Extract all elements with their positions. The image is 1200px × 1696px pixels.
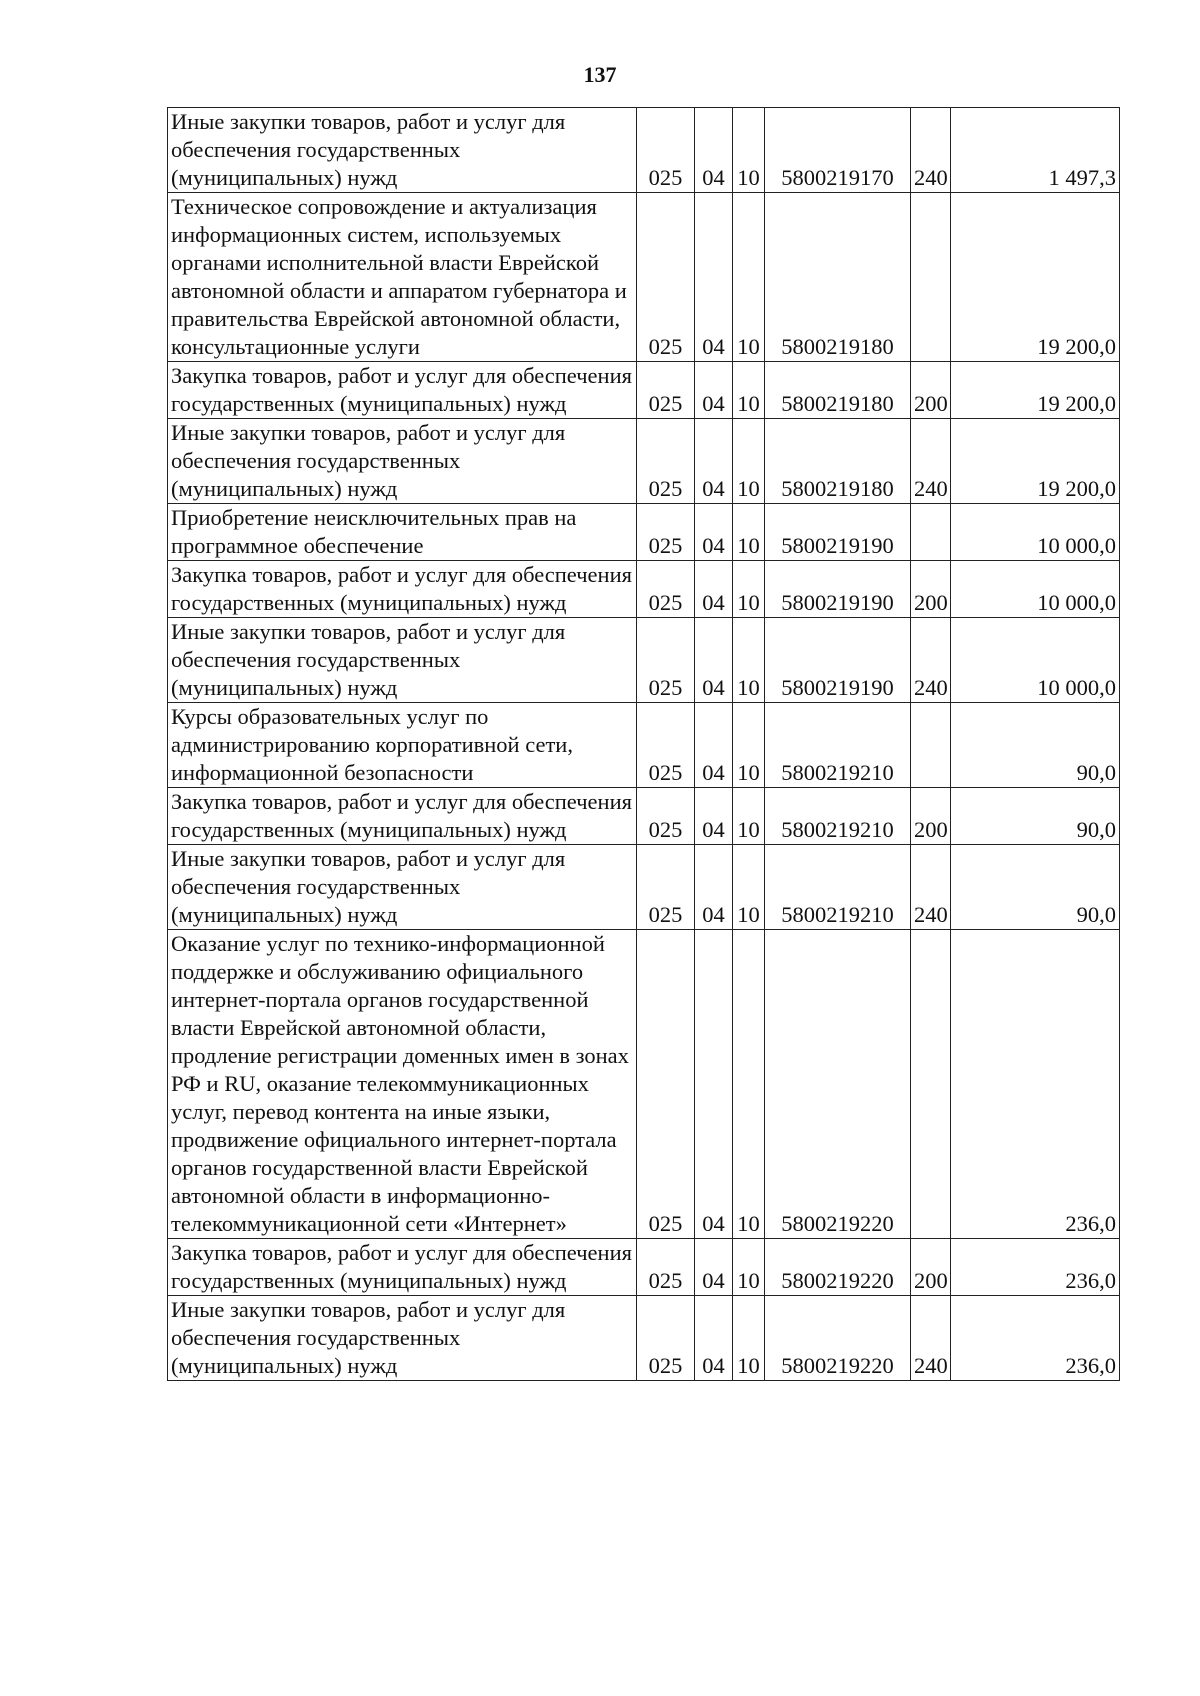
subsection-code-cell: 10 bbox=[733, 193, 765, 362]
subsection-code-cell: 10 bbox=[733, 561, 765, 618]
row-description: Закупка товаров, работ и услуг для обеспечения государственных (муниципальных) нужд bbox=[168, 362, 637, 419]
ministry-code-cell: 025 bbox=[637, 703, 695, 788]
target-article-cell: 5800219190 bbox=[765, 504, 911, 561]
row-description: Иные закупки товаров, работ и услуг для обеспечения государственных (муниципальных) нужд bbox=[168, 1296, 637, 1381]
ministry-code-cell: 025 bbox=[637, 930, 695, 1239]
ministry-code-cell: 025 bbox=[637, 1239, 695, 1296]
row-description: Закупка товаров, работ и услуг для обеспечения государственных (муниципальных) нужд bbox=[168, 788, 637, 845]
subsection-code-cell: 10 bbox=[733, 788, 765, 845]
row-description: Приобретение неисключительных прав на программное обеспечение bbox=[168, 504, 637, 561]
row-description: Закупка товаров, работ и услуг для обеспечения государственных (муниципальных) нужд bbox=[168, 1239, 637, 1296]
target-article-cell: 5800219180 bbox=[765, 362, 911, 419]
table-row bbox=[168, 561, 1120, 618]
section-code-cell: 04 bbox=[695, 504, 733, 561]
amount-cell: 19 200,0 bbox=[951, 362, 1120, 419]
expense-type-cell: 200 bbox=[911, 561, 951, 618]
amount-cell: 236,0 bbox=[951, 1296, 1120, 1381]
page-number: 137 bbox=[583, 62, 617, 87]
subsection-code-cell: 10 bbox=[733, 1239, 765, 1296]
section-code-cell: 04 bbox=[695, 1296, 733, 1381]
expense-type-cell: 240 bbox=[911, 108, 951, 193]
section-code-cell: 04 bbox=[695, 930, 733, 1239]
table-row bbox=[168, 930, 1120, 1239]
expense-type-cell: 240 bbox=[911, 419, 951, 504]
target-article-cell: 5800219180 bbox=[765, 419, 911, 504]
table-row bbox=[168, 788, 1120, 845]
table-body bbox=[168, 108, 1120, 1381]
ministry-code-cell: 025 bbox=[637, 108, 695, 193]
subsection-code-cell: 10 bbox=[733, 419, 765, 504]
amount-cell: 236,0 bbox=[951, 930, 1120, 1239]
row-description: Курсы образовательных услуг по администрированию корпоративной сети, информационной безопасности bbox=[168, 703, 637, 788]
table-row bbox=[168, 193, 1120, 362]
table-row bbox=[168, 504, 1120, 561]
target-article-cell: 5800219220 bbox=[765, 1239, 911, 1296]
section-code-cell: 04 bbox=[695, 362, 733, 419]
section-code-cell: 04 bbox=[695, 788, 733, 845]
target-article-cell: 5800219220 bbox=[765, 930, 911, 1239]
subsection-code-cell: 10 bbox=[733, 618, 765, 703]
section-code-cell: 04 bbox=[695, 703, 733, 788]
section-code-cell: 04 bbox=[695, 419, 733, 504]
table-row bbox=[168, 1296, 1120, 1381]
section-code-cell: 04 bbox=[695, 108, 733, 193]
amount-cell: 236,0 bbox=[951, 1239, 1120, 1296]
budget-table bbox=[167, 107, 1120, 1381]
amount-cell: 10 000,0 bbox=[951, 618, 1120, 703]
subsection-code-cell: 10 bbox=[733, 703, 765, 788]
row-description: Иные закупки товаров, работ и услуг для обеспечения государственных (муниципальных) нужд bbox=[168, 419, 637, 504]
section-code-cell: 04 bbox=[695, 561, 733, 618]
target-article-cell: 5800219210 bbox=[765, 845, 911, 930]
amount-cell: 10 000,0 bbox=[951, 504, 1120, 561]
ministry-code-cell: 025 bbox=[637, 561, 695, 618]
amount-cell: 90,0 bbox=[951, 788, 1120, 845]
target-article-cell: 5800219180 bbox=[765, 193, 911, 362]
target-article-cell: 5800219210 bbox=[765, 788, 911, 845]
row-description: Иные закупки товаров, работ и услуг для обеспечения государственных (муниципальных) нужд bbox=[168, 108, 637, 193]
table-row bbox=[168, 618, 1120, 703]
subsection-code-cell: 10 bbox=[733, 504, 765, 561]
ministry-code-cell: 025 bbox=[637, 419, 695, 504]
ministry-code-cell: 025 bbox=[637, 1296, 695, 1381]
amount-cell: 90,0 bbox=[951, 703, 1120, 788]
row-description: Техническое сопровождение и актуализация информационных систем, используемых органами исполнительной власти Еврейской автономной области и аппаратом губернатора и правительства Еврейской автономной области, консультационные услуги bbox=[168, 193, 637, 362]
ministry-code-cell: 025 bbox=[637, 504, 695, 561]
table-row bbox=[168, 419, 1120, 504]
target-article-cell: 5800219190 bbox=[765, 561, 911, 618]
subsection-code-cell: 10 bbox=[733, 108, 765, 193]
ministry-code-cell: 025 bbox=[637, 618, 695, 703]
amount-cell: 90,0 bbox=[951, 845, 1120, 930]
row-description: Иные закупки товаров, работ и услуг для обеспечения государственных (муниципальных) нужд bbox=[168, 618, 637, 703]
expense-type-cell bbox=[911, 193, 951, 362]
row-description: Иные закупки товаров, работ и услуг для обеспечения государственных (муниципальных) нужд bbox=[168, 845, 637, 930]
subsection-code-cell: 10 bbox=[733, 1296, 765, 1381]
expense-type-cell bbox=[911, 703, 951, 788]
expense-type-cell: 240 bbox=[911, 618, 951, 703]
table-row bbox=[168, 108, 1120, 193]
target-article-cell: 5800219190 bbox=[765, 618, 911, 703]
amount-cell: 19 200,0 bbox=[951, 419, 1120, 504]
section-code-cell: 04 bbox=[695, 618, 733, 703]
amount-cell: 10 000,0 bbox=[951, 561, 1120, 618]
section-code-cell: 04 bbox=[695, 1239, 733, 1296]
subsection-code-cell: 10 bbox=[733, 930, 765, 1239]
table-row bbox=[168, 1239, 1120, 1296]
amount-cell: 19 200,0 bbox=[951, 193, 1120, 362]
table-row bbox=[168, 845, 1120, 930]
table-row bbox=[168, 362, 1120, 419]
ministry-code-cell: 025 bbox=[637, 845, 695, 930]
ministry-code-cell: 025 bbox=[637, 788, 695, 845]
ministry-code-cell: 025 bbox=[637, 362, 695, 419]
expense-type-cell bbox=[911, 930, 951, 1239]
expense-type-cell: 200 bbox=[911, 362, 951, 419]
row-description: Оказание услуг по технико-информационной поддержке и обслуживанию официального интернет-портала органов государственной власти Еврейской автономной области, продление регистрации доменных имен в зонах РФ и RU, оказание телекоммуникационных услуг, перевод контента на иные языки, продвижение официального интернет-портала органов государственной власти Еврейской автономной области в информационно-телекоммуникационной сети «Интернет» bbox=[168, 930, 637, 1239]
expense-type-cell bbox=[911, 504, 951, 561]
section-code-cell: 04 bbox=[695, 845, 733, 930]
target-article-cell: 5800219170 bbox=[765, 108, 911, 193]
amount-cell: 1 497,3 bbox=[951, 108, 1120, 193]
table-row bbox=[168, 703, 1120, 788]
expense-type-cell: 240 bbox=[911, 845, 951, 930]
expense-type-cell: 200 bbox=[911, 788, 951, 845]
target-article-cell: 5800219210 bbox=[765, 703, 911, 788]
expense-type-cell: 200 bbox=[911, 1239, 951, 1296]
expense-type-cell: 240 bbox=[911, 1296, 951, 1381]
row-description: Закупка товаров, работ и услуг для обеспечения государственных (муниципальных) нужд bbox=[168, 561, 637, 618]
ministry-code-cell: 025 bbox=[637, 193, 695, 362]
subsection-code-cell: 10 bbox=[733, 362, 765, 419]
target-article-cell: 5800219220 bbox=[765, 1296, 911, 1381]
subsection-code-cell: 10 bbox=[733, 845, 765, 930]
section-code-cell: 04 bbox=[695, 193, 733, 362]
